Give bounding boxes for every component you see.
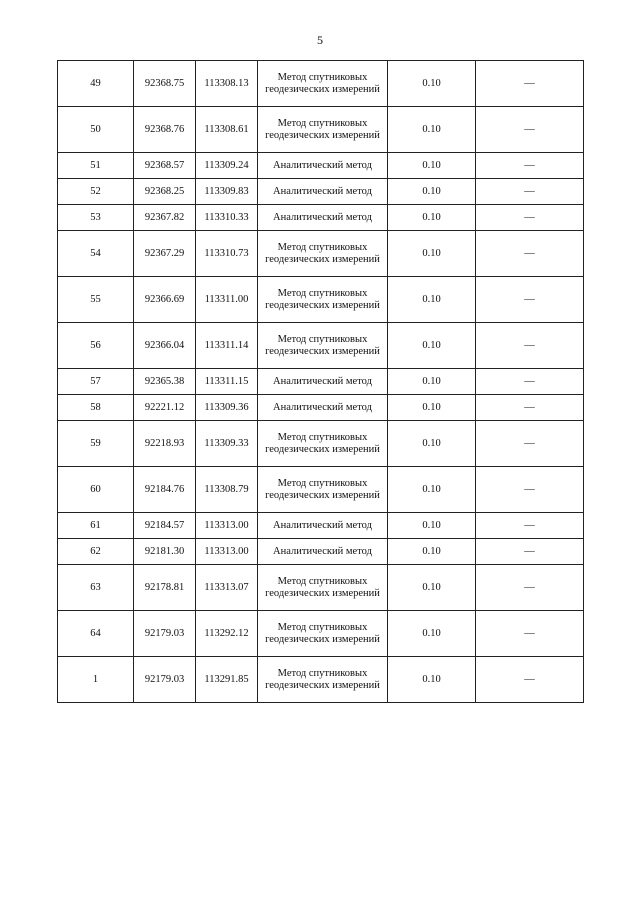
cell-x-coordinate: 92368.57	[134, 153, 196, 179]
cell-point-number: 52	[58, 179, 134, 205]
cell-method: Метод спутниковых геодезических измерений	[258, 107, 388, 153]
cell-note: —	[476, 657, 584, 703]
cell-accuracy: 0.10	[388, 395, 476, 421]
cell-y-coordinate: 113313.00	[196, 539, 258, 565]
table-row	[58, 467, 584, 513]
table-row	[58, 611, 584, 657]
cell-point-number: 61	[58, 513, 134, 539]
cell-point-number: 53	[58, 205, 134, 231]
table-row	[58, 153, 584, 179]
cell-accuracy: 0.10	[388, 107, 476, 153]
cell-note: —	[476, 61, 584, 107]
cell-note: —	[476, 205, 584, 231]
table-row	[58, 539, 584, 565]
cell-method: Метод спутниковых геодезических измерений	[258, 277, 388, 323]
table-row	[58, 421, 584, 467]
cell-x-coordinate: 92367.82	[134, 205, 196, 231]
table-row	[58, 277, 584, 323]
cell-note: —	[476, 323, 584, 369]
cell-method: Аналитический метод	[258, 369, 388, 395]
cell-method: Аналитический метод	[258, 539, 388, 565]
cell-method: Метод спутниковых геодезических измерений	[258, 61, 388, 107]
cell-y-coordinate: 113311.15	[196, 369, 258, 395]
cell-accuracy: 0.10	[388, 369, 476, 395]
cell-y-coordinate: 113311.14	[196, 323, 258, 369]
cell-y-coordinate: 113309.83	[196, 179, 258, 205]
table-row	[58, 565, 584, 611]
cell-accuracy: 0.10	[388, 565, 476, 611]
cell-x-coordinate: 92184.76	[134, 467, 196, 513]
cell-note: —	[476, 467, 584, 513]
cell-accuracy: 0.10	[388, 61, 476, 107]
cell-note: —	[476, 539, 584, 565]
cell-point-number: 56	[58, 323, 134, 369]
cell-y-coordinate: 113311.00	[196, 277, 258, 323]
cell-x-coordinate: 92184.57	[134, 513, 196, 539]
cell-method: Аналитический метод	[258, 153, 388, 179]
cell-note: —	[476, 565, 584, 611]
cell-point-number: 51	[58, 153, 134, 179]
cell-accuracy: 0.10	[388, 153, 476, 179]
cell-point-number: 55	[58, 277, 134, 323]
cell-note: —	[476, 513, 584, 539]
cell-method: Аналитический метод	[258, 395, 388, 421]
cell-note: —	[476, 179, 584, 205]
cell-accuracy: 0.10	[388, 539, 476, 565]
cell-accuracy: 0.10	[388, 179, 476, 205]
cell-accuracy: 0.10	[388, 421, 476, 467]
cell-y-coordinate: 113308.13	[196, 61, 258, 107]
cell-x-coordinate: 92366.04	[134, 323, 196, 369]
cell-y-coordinate: 113313.00	[196, 513, 258, 539]
cell-x-coordinate: 92367.29	[134, 231, 196, 277]
cell-y-coordinate: 113310.33	[196, 205, 258, 231]
cell-method: Метод спутниковых геодезических измерений	[258, 231, 388, 277]
cell-y-coordinate: 113291.85	[196, 657, 258, 703]
table-row	[58, 323, 584, 369]
cell-x-coordinate: 92218.93	[134, 421, 196, 467]
cell-point-number: 63	[58, 565, 134, 611]
cell-y-coordinate: 113309.36	[196, 395, 258, 421]
cell-y-coordinate: 113308.79	[196, 467, 258, 513]
cell-point-number: 57	[58, 369, 134, 395]
cell-x-coordinate: 92179.03	[134, 611, 196, 657]
cell-note: —	[476, 421, 584, 467]
cell-point-number: 1	[58, 657, 134, 703]
cell-note: —	[476, 277, 584, 323]
table-row	[58, 205, 584, 231]
table-row	[58, 107, 584, 153]
cell-method: Метод спутниковых геодезических измерений	[258, 657, 388, 703]
cell-point-number: 54	[58, 231, 134, 277]
page-number: 5	[317, 33, 323, 47]
cell-x-coordinate: 92368.25	[134, 179, 196, 205]
cell-point-number: 64	[58, 611, 134, 657]
table-row	[58, 513, 584, 539]
cell-note: —	[476, 231, 584, 277]
cell-point-number: 58	[58, 395, 134, 421]
cell-accuracy: 0.10	[388, 513, 476, 539]
cell-note: —	[476, 107, 584, 153]
cell-method: Метод спутниковых геодезических измерений	[258, 611, 388, 657]
cell-accuracy: 0.10	[388, 323, 476, 369]
cell-method: Метод спутниковых геодезических измерений	[258, 421, 388, 467]
cell-method: Аналитический метод	[258, 179, 388, 205]
cell-accuracy: 0.10	[388, 205, 476, 231]
cell-accuracy: 0.10	[388, 277, 476, 323]
cell-y-coordinate: 113309.33	[196, 421, 258, 467]
cell-x-coordinate: 92221.12	[134, 395, 196, 421]
cell-note: —	[476, 369, 584, 395]
table-row	[58, 231, 584, 277]
cell-method: Метод спутниковых геодезических измерений	[258, 565, 388, 611]
cell-note: —	[476, 153, 584, 179]
cell-method: Метод спутниковых геодезических измерений	[258, 323, 388, 369]
cell-x-coordinate: 92366.69	[134, 277, 196, 323]
cell-point-number: 60	[58, 467, 134, 513]
table-row	[58, 179, 584, 205]
cell-x-coordinate: 92368.75	[134, 61, 196, 107]
cell-point-number: 59	[58, 421, 134, 467]
cell-x-coordinate: 92181.30	[134, 539, 196, 565]
cell-x-coordinate: 92178.81	[134, 565, 196, 611]
cell-method: Метод спутниковых геодезических измерений	[258, 467, 388, 513]
table-row	[58, 61, 584, 107]
cell-method: Аналитический метод	[258, 513, 388, 539]
cell-y-coordinate: 113310.73	[196, 231, 258, 277]
table-row	[58, 369, 584, 395]
cell-accuracy: 0.10	[388, 657, 476, 703]
cell-accuracy: 0.10	[388, 231, 476, 277]
cell-point-number: 50	[58, 107, 134, 153]
cell-point-number: 49	[58, 61, 134, 107]
cell-note: —	[476, 611, 584, 657]
cell-y-coordinate: 113292.12	[196, 611, 258, 657]
coordinates-table-body	[58, 61, 584, 703]
cell-method: Аналитический метод	[258, 205, 388, 231]
cell-accuracy: 0.10	[388, 611, 476, 657]
cell-point-number: 62	[58, 539, 134, 565]
cell-x-coordinate: 92368.76	[134, 107, 196, 153]
cell-y-coordinate: 113313.07	[196, 565, 258, 611]
table-row	[58, 657, 584, 703]
coordinates-table	[57, 60, 584, 703]
cell-accuracy: 0.10	[388, 467, 476, 513]
cell-note: —	[476, 395, 584, 421]
cell-x-coordinate: 92179.03	[134, 657, 196, 703]
cell-y-coordinate: 113308.61	[196, 107, 258, 153]
table-row	[58, 395, 584, 421]
cell-y-coordinate: 113309.24	[196, 153, 258, 179]
cell-x-coordinate: 92365.38	[134, 369, 196, 395]
